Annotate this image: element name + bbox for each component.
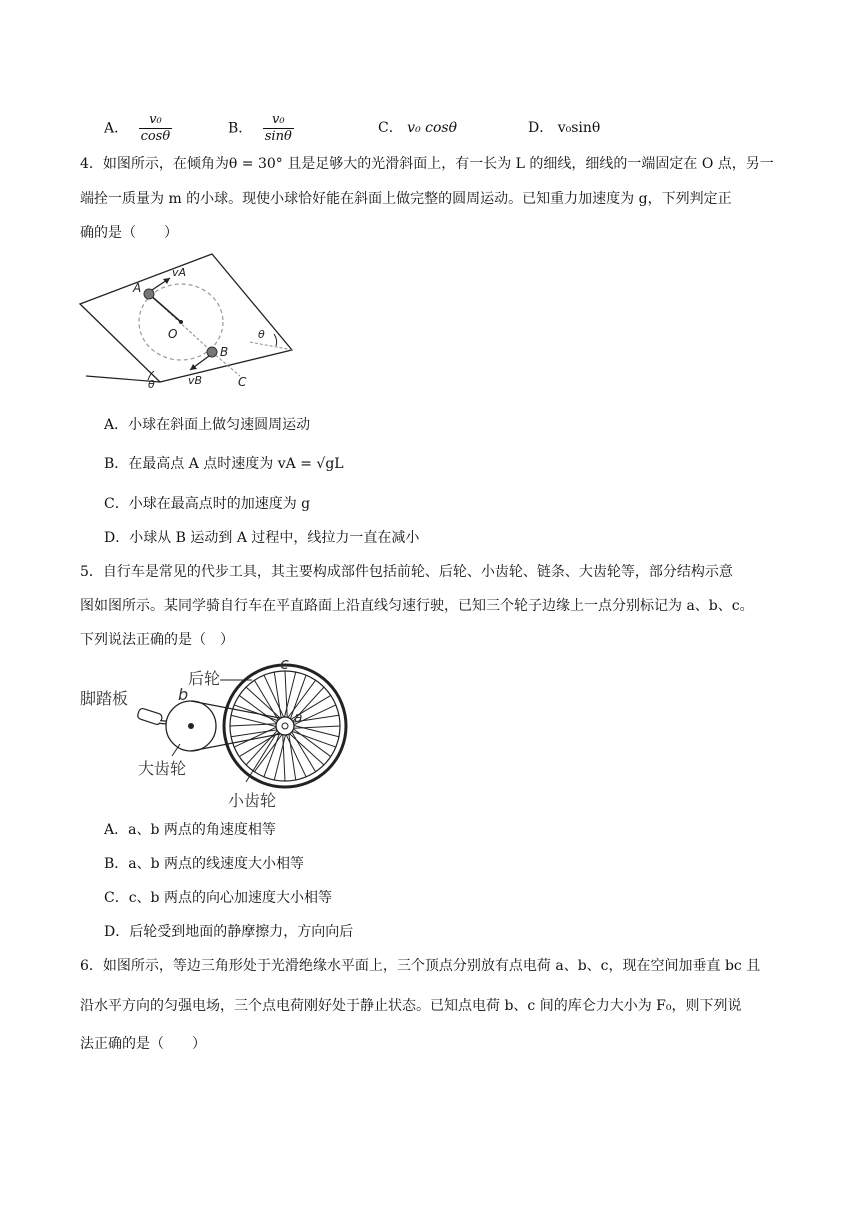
wheel-spoke — [274, 672, 281, 718]
label-big-gear: 大齿轮 — [138, 759, 187, 778]
q3-option-b-numerator: v₀ — [263, 112, 294, 129]
q3-option-c — [378, 118, 457, 138]
q4-stem-line1: 4．如图所示，在倾角为θ = 30° 且是足够大的光滑斜面上，有一长为 L 的细线，细线的一端固定在 O 点，另一 — [80, 156, 774, 172]
q4-option-a: A．小球在斜面上做匀速圆周运动 — [104, 417, 311, 433]
label-a: A — [133, 281, 142, 295]
q3-option-b-denominator: sinθ — [264, 129, 292, 144]
q4-option-b: B．在最高点 A 点时速度为 vA = √gL — [104, 456, 344, 472]
string-line — [149, 294, 181, 322]
label-pedal: 脚踏板 — [80, 689, 129, 708]
center-point-o — [179, 320, 183, 324]
theta-arc-right — [274, 334, 277, 346]
theta-label-bottom: θ — [148, 378, 155, 391]
q3-option-c-text: v₀ cosθ — [407, 120, 458, 136]
q5-option-a: A．a、b 两点的角速度相等 — [104, 822, 276, 838]
pedal — [137, 708, 163, 726]
q3-option-a-denominator: cosθ — [140, 129, 171, 144]
q3-option-d — [528, 118, 600, 138]
small-gear-hub — [282, 723, 288, 729]
q5-option-b: B．a、b 两点的线速度大小相等 — [104, 856, 305, 872]
q3-option-c-label: C． — [378, 120, 403, 136]
q5-option-c: C．c、b 两点的向心加速度大小相等 — [104, 890, 332, 906]
q3-option-d-label: D． — [528, 120, 554, 136]
ball-b — [207, 347, 217, 357]
q3-option-d-text: v₀sinθ — [557, 120, 601, 136]
q3-option-a-label: A． — [104, 120, 129, 137]
label-point-c: c — [280, 656, 289, 673]
small-gear-leader — [246, 734, 276, 782]
q3-option-b-fraction — [263, 112, 294, 145]
big-gear-hub — [188, 723, 194, 729]
q3-option-a — [104, 112, 172, 145]
velocity-arrowhead-a — [163, 278, 170, 284]
label-vb: vB — [188, 374, 203, 387]
q3-option-a-numerator: v₀ — [139, 112, 173, 129]
label-point-a: a — [294, 710, 303, 726]
q3-option-a-fraction — [139, 112, 173, 145]
q4-stem-line2: 端拴一质量为 m 的小球。现使小球恰好能在斜面上做完整的圆周运动。已知重力加速度为 g，下列判定正 — [80, 191, 732, 207]
label-va: vA — [172, 266, 187, 279]
wheel-spoke — [286, 735, 306, 777]
label-b: B — [220, 345, 229, 359]
q6-stem-line3: 法正确的是（ ） — [80, 1036, 206, 1052]
ball-a — [144, 289, 154, 299]
wheel-spoke — [289, 734, 296, 780]
q3-option-b-label: B． — [228, 120, 253, 137]
label-small-gear: 小齿轮 — [228, 791, 277, 810]
q6-stem-line2: 沿水平方向的匀强电场，三个点电荷刚好处于静止状态。已知点电荷 b、c 间的库仑力大小为 F₀，则下列说 — [80, 998, 742, 1014]
q4-option-d: D．小球从 B 运动到 A 过程中，线拉力一直在减小 — [104, 530, 420, 546]
wheel-spoke — [264, 675, 284, 717]
q6-stem-line1: 6．如图所示，等边三角形处于光滑绝缘水平面上，三个顶点分别放有点电荷 a、b、c，现在空间加垂直 bc 且 — [80, 958, 761, 974]
q5-stem-line1: 5．自行车是常见的代步工具，其主要构成部件包括前轮、后轮、小齿轮、链条、大齿轮等，部分结构示意 — [80, 564, 733, 580]
label-rear-wheel: 后轮 — [188, 669, 221, 688]
theta-label-right: θ — [258, 328, 265, 341]
q5-bicycle-figure — [80, 656, 360, 812]
q5-stem-line3: 下列说法正确的是（ ） — [80, 632, 234, 648]
q4-stem-line3: 确的是（ ） — [80, 225, 178, 241]
q4-option-c: C．小球在最高点时的加速度为 g — [104, 496, 311, 512]
label-point-b: b — [178, 685, 189, 704]
q5-option-d: D．后轮受到地面的静摩擦力，方向向后 — [104, 924, 354, 940]
label-c: C — [238, 375, 247, 389]
q4-incline-figure — [78, 252, 298, 394]
label-o: O — [168, 327, 178, 341]
q3-option-b — [228, 112, 294, 145]
q5-stem-line2: 图如图所示。某同学骑自行车在平直路面上沿直线匀速行驶，已知三个轮子边缘上一点分别标记为 a、b、c。 — [80, 598, 754, 614]
